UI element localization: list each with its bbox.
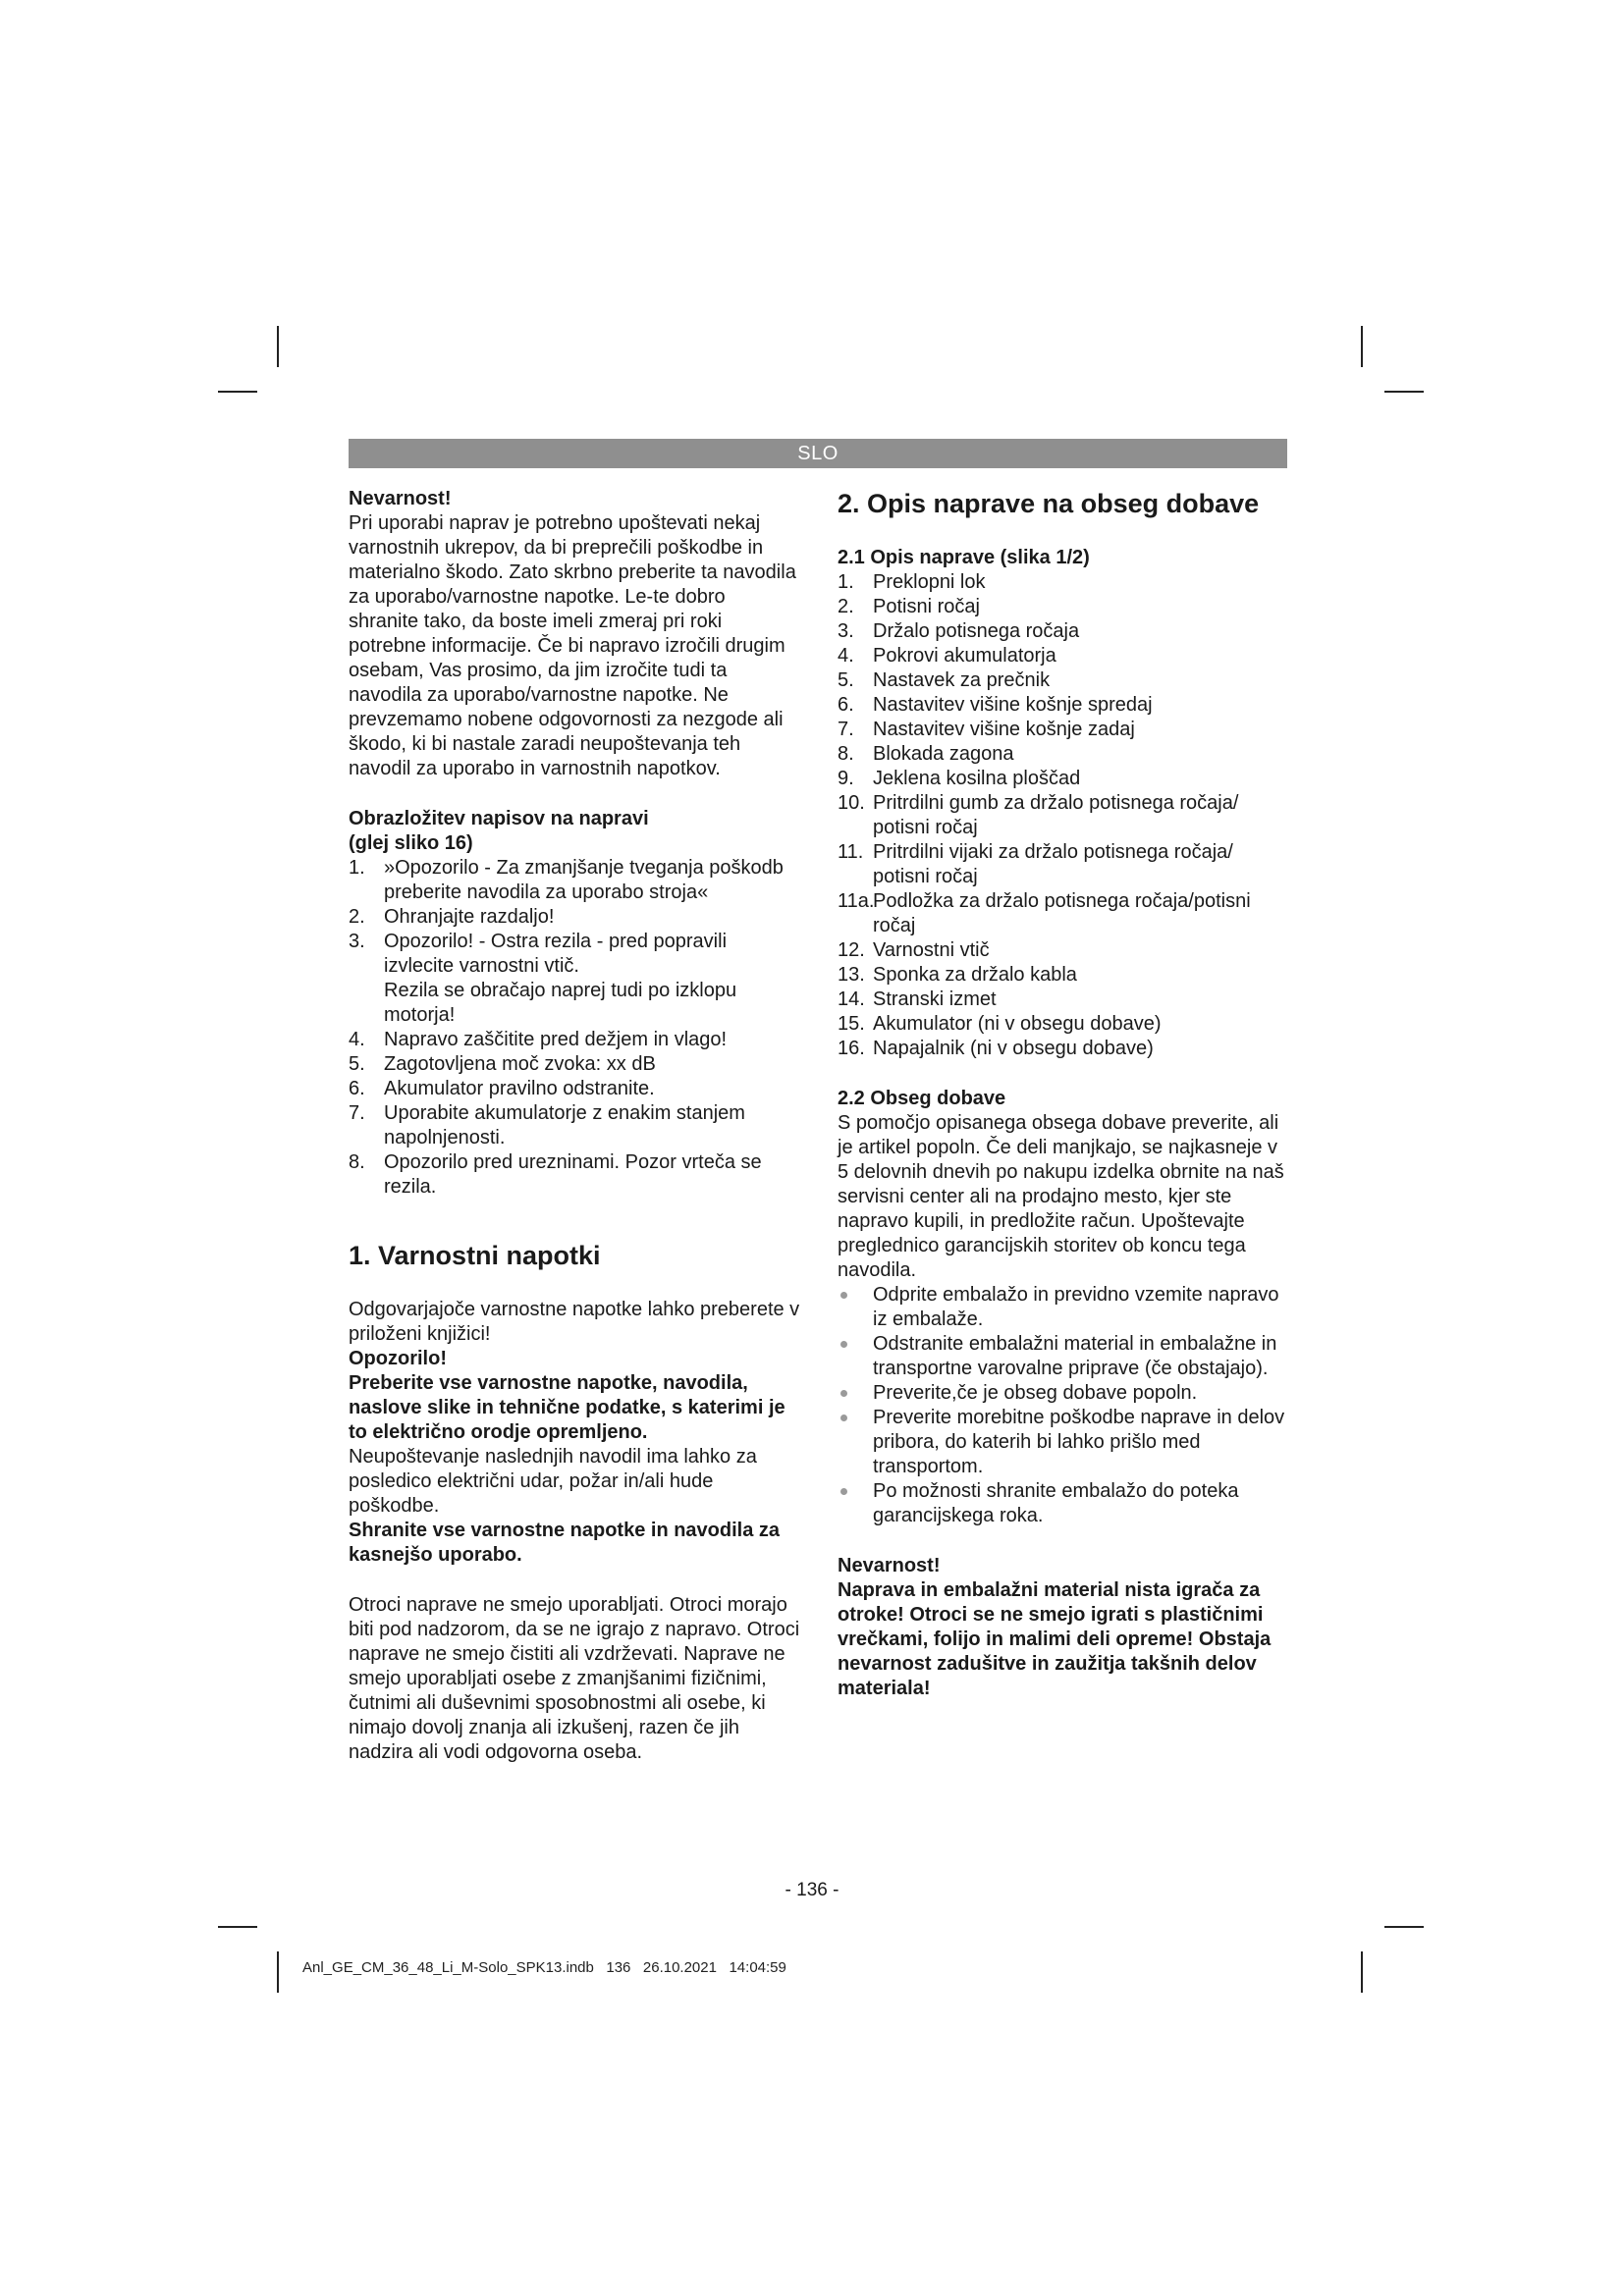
page-number: - 136 -	[785, 1880, 839, 1900]
list-item: 4. Pokrovi akumulatorja	[838, 645, 1056, 667]
children-paragraph: Otroci naprave ne smejo uporabljati. Otroci morajo biti pod nadzorom, da se ne igrajo z napravo. Otroci naprave ne smejo čistiti ali vzdrževati. Naprave ne smejo uporabljati osebe z zmanjšanimi fizičnimi, čutnimi ali duševnimi sposobnostmi ali osebe, ki nimajo dovolj znanja ali izkušenj, razen če jih nadzira ali vodi odgovorna oseba.	[349, 1594, 800, 1763]
section1-intro: Odgovarjajoče varnostne napotke lahko preberete v priloženi knjižici!	[349, 1299, 800, 1345]
crop-mark-top-left-horizontal	[218, 391, 257, 393]
list-item: 8. Opozorilo pred urezninami. Pozor vrteča se rezila.	[349, 1151, 762, 1198]
list-item: 4. Napravo zaščitite pred dežjem in vlago!	[349, 1029, 728, 1050]
list-item: Preverite morebitne poškodbe naprave in delov pribora, do katerih bi lahko prišlo med transportom.	[838, 1406, 1289, 1479]
bullet-icon	[840, 1390, 847, 1397]
left-column	[349, 487, 800, 1765]
list-item: 11. Pritrdilni vijaki za držalo potisnega ročaja/ potisni ročaj	[838, 841, 1233, 887]
danger-paragraph: Pri uporabi naprav je potrebno upoštevati nekaj varnostnih ukrepov, da bi preprečili poškodbe in materialno škodo. Zato skrbno preberite ta navodila za uporabo/varnostne napotke. Le-te dobro shranite tako, da boste imeli zmeraj pri roki potrebne informacije. Če bi napravo izročili drugim osebam, Vas prosimo, da jim izročite tudi ta navodila za uporabo/varnostne napotke. Ne prevzemamo nobene odgovornosti za nezgode ali škodo, ki bi nastale zaradi neupoštevanja teh navodil za uporabo in varnostnih napotkov.	[349, 512, 796, 779]
bullet-icon	[840, 1415, 847, 1421]
list-item: 3. Držalo potisnega ročaja	[838, 620, 1080, 642]
parts-list	[838, 570, 1289, 1061]
list-item: 14. Stranski izmet	[838, 988, 997, 1010]
scope-bullet-list	[838, 1283, 1289, 1528]
bullet-icon	[840, 1341, 847, 1348]
list-item: 9. Jeklena kosilna ploščad	[838, 768, 1081, 789]
list-item: Odprite embalažo in previdno vzemite napravo iz embalaže.	[838, 1283, 1289, 1332]
crop-mark-bottom-left-horizontal	[218, 1926, 257, 1928]
list-item: 6. Akumulator pravilno odstranite.	[349, 1078, 655, 1099]
list-item: 1. Preklopni lok	[838, 571, 986, 593]
list-item: Po možnosti shranite embalažo do poteka garancijskega roka.	[838, 1479, 1289, 1528]
danger-heading: Nevarnost!	[349, 488, 452, 509]
section1-title: 1. Varnostni napotki	[349, 1241, 601, 1270]
warning-label: Opozorilo!	[349, 1348, 447, 1369]
list-item: 6. Nastavitev višine košnje spredaj	[838, 694, 1153, 716]
warning-text: Neupoštevanje naslednjih navodil ima lahko za posledico električni udar, požar in/ali hude poškodbe.	[349, 1446, 757, 1517]
footer-file-info: Anl_GE_CM_36_48_Li_M-Solo_SPK13.indb 136 26.10.2021 14:04:59	[302, 1959, 786, 1976]
crop-mark-top-right-horizontal	[1384, 391, 1424, 393]
bullet-icon	[840, 1488, 847, 1495]
section2-title: 2. Opis naprave na obseg dobave	[838, 489, 1260, 518]
list-item: 3. Opozorilo! - Ostra rezila - pred popravili izvlecite varnostni vtič. Rezila se obračajo naprej tudi po izklopu motorja!	[349, 931, 737, 1026]
list-item: 16. Napajalnik (ni v obsegu dobave)	[838, 1038, 1154, 1059]
warning-bold-text: Preberite vse varnostne napotke, navodila, naslove slike in tehnične podatke, s katerimi je to električno orodje opremljeno.	[349, 1372, 785, 1443]
crop-mark-top-right-vertical	[1361, 326, 1363, 367]
scope-paragraph: S pomočjo opisanega obsega dobave preverite, ali je artikel popoln. Če deli manjkajo, se najkasneje v 5 delovnih dnevih po nakupu izdelka obrnite na naš servisni center ali na prodajno mesto, kjer ste napravo kupili, in predložite račun. Upoštevajte preglednico garancijskih storitev ob koncu tega navodila.	[838, 1112, 1284, 1281]
list-item: 7. Nastavitev višine košnje zadaj	[838, 719, 1135, 740]
danger2-heading: Nevarnost!	[838, 1555, 941, 1576]
list-item: 8. Blokada zagona	[838, 743, 1014, 765]
labels-heading-line1: Obrazložitev napisov na napravi	[349, 808, 649, 829]
list-item: 15. Akumulator (ni v obsegu dobave)	[838, 1013, 1162, 1035]
list-item: Odstranite embalažni material in embalažne in transportne varovalne priprave (če obstajajo).	[838, 1332, 1289, 1381]
list-item: 11a. Podložka za držalo potisnega ročaja/potisni ročaj	[838, 890, 1251, 936]
labels-heading-line2: (glej sliko 16)	[349, 832, 473, 854]
list-item: Preverite,če je obseg dobave popoln.	[838, 1381, 1289, 1406]
crop-mark-top-left-vertical	[277, 326, 279, 367]
list-item: 5. Zagotovljena moč zvoka: xx dB	[349, 1053, 656, 1075]
danger2-bold-text: Naprava in embalažni material nista igrača za otroke! Otroci se ne smejo igrati s plastičnimi vrečkami, folijo in malimi deli opreme! Obstaja nevarnost zadušitve in zaužitja takšnih delov materiala!	[838, 1579, 1272, 1699]
list-item: 2. Ohranjajte razdaljo!	[349, 906, 555, 928]
description-heading: 2.1 Opis naprave (slika 1/2)	[838, 547, 1090, 568]
list-item: 12. Varnostni vtič	[838, 939, 990, 961]
list-item: 5. Nastavek za prečnik	[838, 669, 1051, 691]
list-item: 1. »Opozorilo - Za zmanjšanje tveganja poškodb preberite navodila za uporabo stroja«	[349, 857, 784, 903]
right-column	[838, 487, 1289, 1701]
crop-mark-bottom-right-horizontal	[1384, 1926, 1424, 1928]
device-labels-list	[349, 856, 800, 1200]
crop-mark-bottom-left-vertical	[277, 1951, 279, 1993]
language-header-bar	[349, 439, 1287, 468]
scope-heading: 2.2 Obseg dobave	[838, 1088, 1006, 1109]
crop-mark-bottom-right-vertical	[1361, 1951, 1363, 1993]
list-item: 7. Uporabite akumulatorje z enakim stanjem napolnjenosti.	[349, 1102, 745, 1148]
list-item: 2. Potisni ročaj	[838, 596, 980, 617]
bullet-icon	[840, 1292, 847, 1299]
keep-instructions-text: Shranite vse varnostne napotke in navodila za kasnejšo uporabo.	[349, 1520, 781, 1566]
list-item: 13. Sponka za držalo kabla	[838, 964, 1077, 986]
list-item: 10. Pritrdilni gumb za držalo potisnega ročaja/ potisni ročaj	[838, 792, 1239, 838]
language-code: SLO	[797, 443, 839, 464]
